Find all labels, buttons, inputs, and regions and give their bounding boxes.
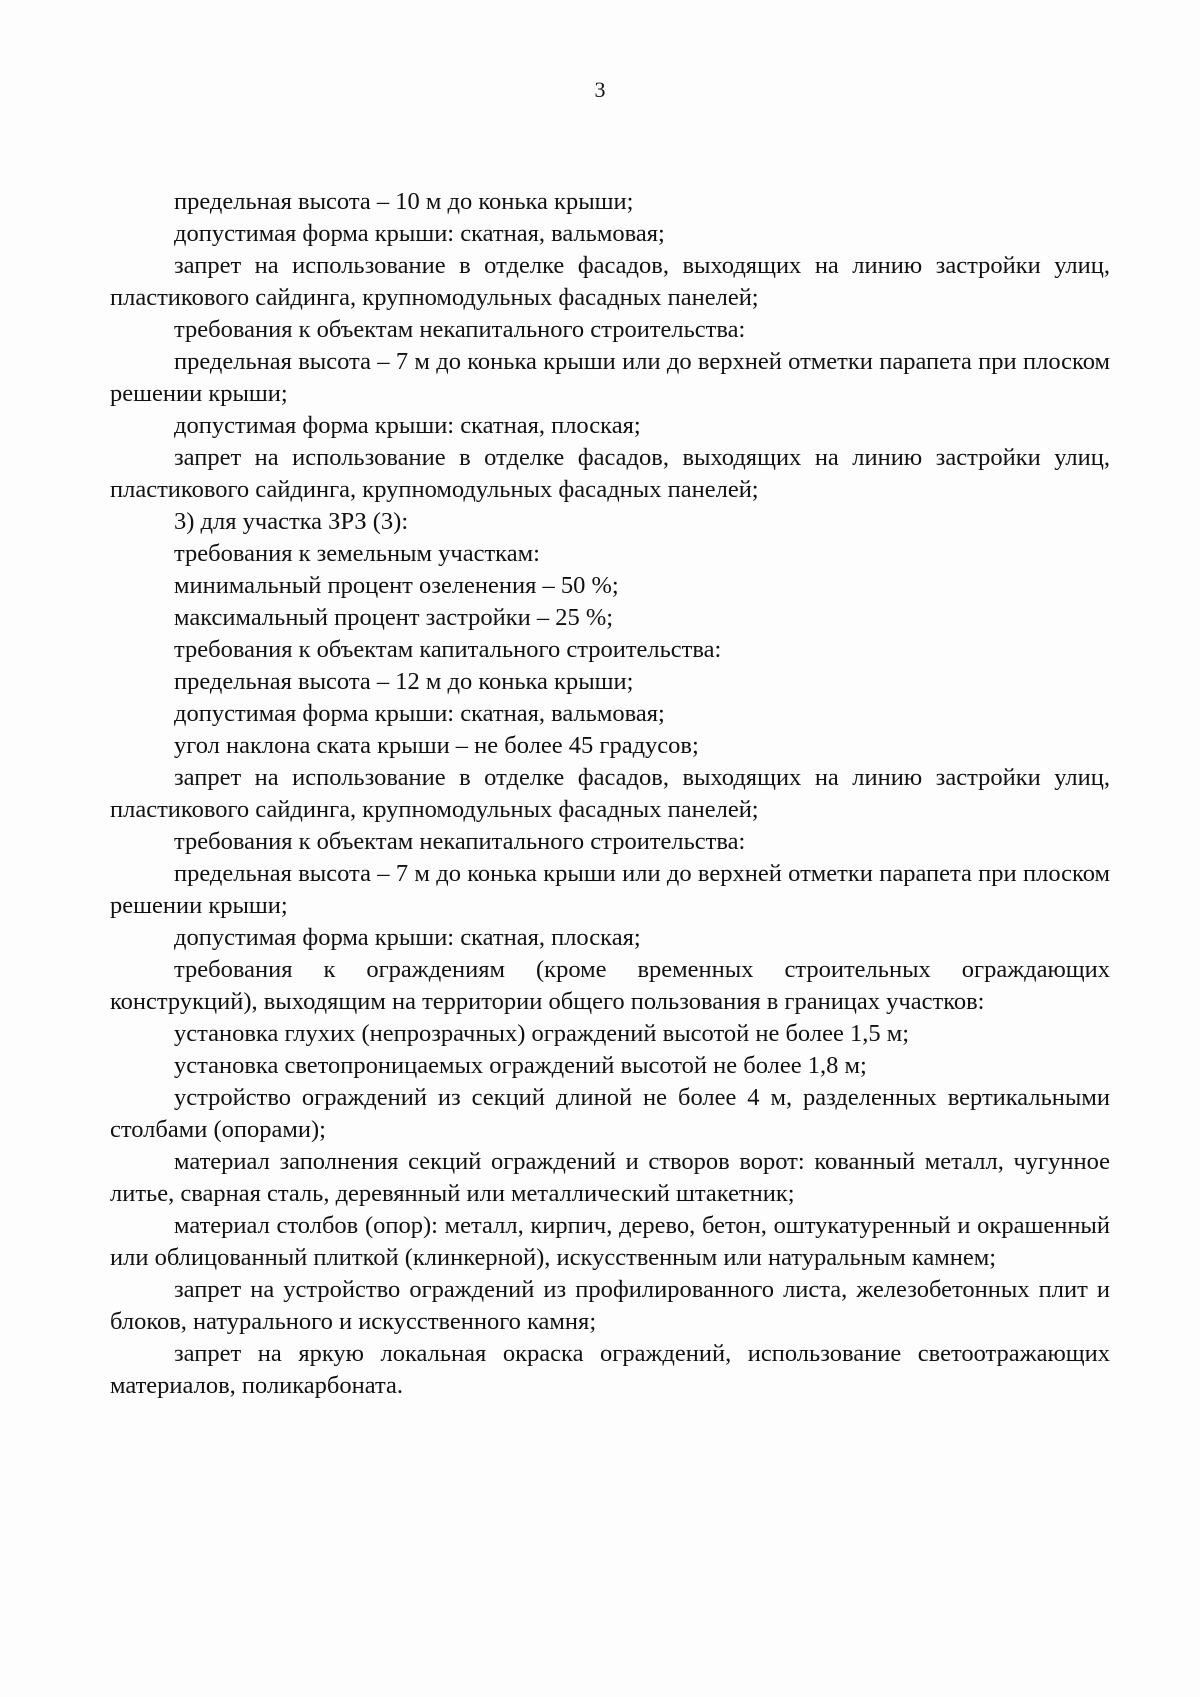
paragraph: материал заполнения секций ограждений и створов ворот: кованный металл, чугунное литье, сварная сталь, деревянный или металлический штакетник; — [110, 1148, 1110, 1207]
paragraph: предельная высота – 12 м до конька крыши; — [174, 668, 634, 695]
paragraph: материал столбов (опор): металл, кирпич, дерево, бетон, оштукатуренный и окрашенный или облицованный плиткой (клинкерной), искусственным или натуральным камнем; — [110, 1212, 1110, 1271]
paragraph: запрет на использование в отделке фасадов, выходящих на линию застройки улиц, пластикового сайдинга, крупномодульных фасадных панелей; — [110, 252, 1110, 311]
paragraph: установка глухих (непрозрачных) ограждений высотой не более 1,5 м; — [174, 1020, 909, 1047]
paragraph: допустимая форма крыши: скатная, плоская; — [174, 924, 641, 951]
paragraph: предельная высота – 7 м до конька крыши или до верхней отметки парапета при плоском решении крыши; — [110, 860, 1110, 919]
paragraph: запрет на использование в отделке фасадов, выходящих на линию застройки улиц, пластикового сайдинга, крупномодульных фасадных панелей; — [110, 444, 1110, 503]
document-body — [110, 186, 1110, 1402]
paragraph: требования к ограждениям (кроме временных строительных ограждающих конструкций), выходящим на территории общего пользования в границах участков: — [110, 956, 1110, 1015]
paragraph: максимальный процент застройки – 25 %; — [174, 604, 614, 631]
paragraph: предельная высота – 7 м до конька крыши или до верхней отметки парапета при плоском решении крыши; — [110, 348, 1110, 407]
paragraph: допустимая форма крыши: скатная, вальмовая; — [174, 220, 665, 247]
paragraph: запрет на яркую локальная окраска ограждений, использование светоотражающих материалов, поликарбоната. — [110, 1340, 1110, 1399]
paragraph: требования к объектам некапитального строительства: — [174, 828, 746, 855]
page-number: 3 — [594, 77, 606, 102]
paragraph: предельная высота – 10 м до конька крыши; — [174, 188, 634, 215]
paragraph: требования к земельным участкам: — [174, 540, 540, 567]
paragraph: минимальный процент озеленения – 50 %; — [174, 572, 619, 599]
paragraph: запрет на использование в отделке фасадов, выходящих на линию застройки улиц, пластикового сайдинга, крупномодульных фасадных панелей; — [110, 764, 1110, 823]
paragraph: требования к объектам некапитального строительства: — [174, 316, 746, 343]
paragraph: запрет на устройство ограждений из профилированного листа, железобетонных плит и блоков, натурального и искусственного камня; — [110, 1276, 1110, 1335]
paragraph: устройство ограждений из секций длиной не более 4 м, разделенных вертикальными столбами (опорами); — [110, 1084, 1110, 1143]
paragraph: угол наклона ската крыши – не более 45 градусов; — [174, 732, 699, 759]
paragraph: 3) для участка ЗРЗ (3): — [174, 508, 409, 535]
paragraph: установка светопроницаемых ограждений высотой не более 1,8 м; — [174, 1052, 867, 1079]
paragraph: требования к объектам капитального строительства: — [174, 636, 722, 663]
paragraph: допустимая форма крыши: скатная, плоская; — [174, 412, 641, 439]
paragraph: допустимая форма крыши: скатная, вальмовая; — [174, 700, 665, 727]
